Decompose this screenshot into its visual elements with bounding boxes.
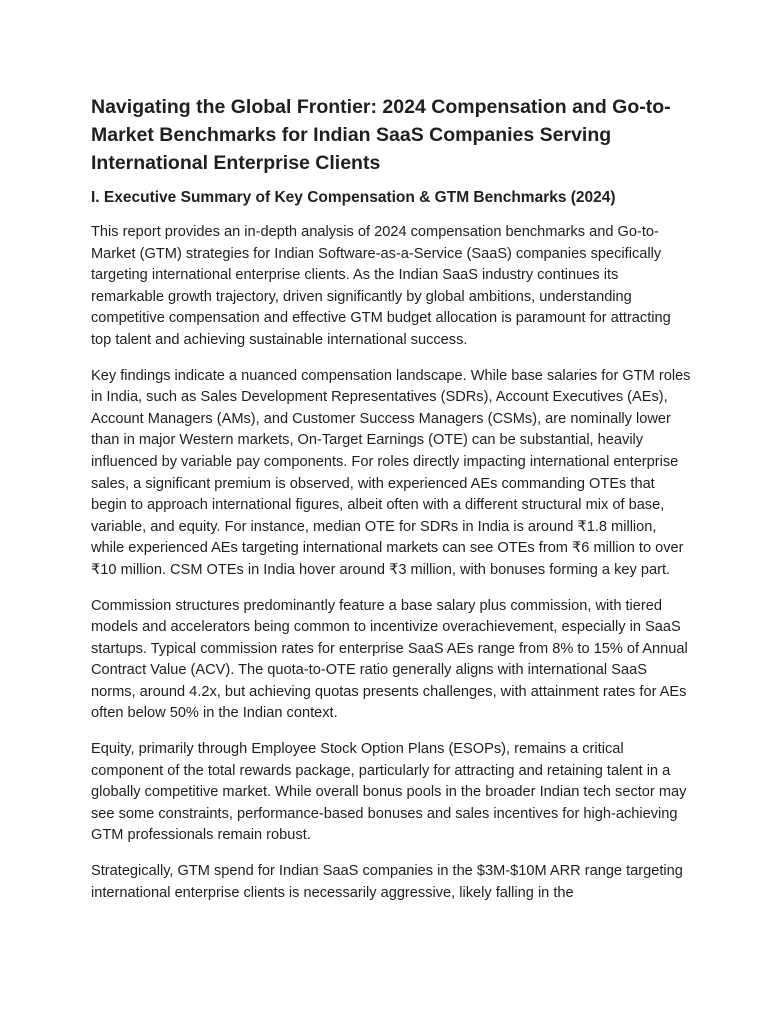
document-page xyxy=(91,93,691,918)
paragraph-key-findings: Key findings indicate a nuanced compensation landscape. While base salaries for GTM roles in India, such as Sales Development Representatives (SDRs), Account Executives (AEs), Account Managers (AMs), and Customer Success Managers (CSMs), are nominally lower than in major Western markets, On-Target Earnings (OTE) can be substantial, heavily influenced by variable pay components. For roles directly impacting international enterprise sales, a significant premium is observed, with experienced AEs commanding OTEs that begin to approach international figures, albeit often with a different structural mix of base, variable, and equity. For instance, median OTE for SDRs in India is around ₹1.8 million, while experienced AEs targeting international markets can see OTEs from ₹6 million to over ₹10 million. CSM OTEs in India hover around ₹3 million, with bonuses forming a key part. xyxy=(91,367,691,578)
paragraph-intro: This report provides an in-depth analysis of 2024 compensation benchmarks and Go-to-Market (GTM) strategies for Indian Software-as-a-Service (SaaS) companies specifically targeting international enterprise clients. As the Indian SaaS industry continues its remarkable growth trajectory, driven significantly by global ambitions, understanding competitive compensation and effective GTM budget allocation is paramount for attracting top talent and achieving sustainable international success. xyxy=(91,224,671,348)
document-title: Navigating the Global Frontier: 2024 Compensation and Go-to-Market Benchmarks for Indian SaaS Companies Serving International Enterprise Clients xyxy=(91,96,671,174)
section-heading: I. Executive Summary of Key Compensation & GTM Benchmarks (2024) xyxy=(91,189,616,206)
paragraph-gtm-spend: Strategically, GTM spend for Indian SaaS companies in the $3M-$10M ARR range targeting international enterprise clients is necessarily aggressive, likely falling in the xyxy=(91,863,683,901)
paragraph-equity: Equity, primarily through Employee Stock Option Plans (ESOPs), remains a critical component of the total rewards package, particularly for attracting and retaining talent in a globally competitive market. While overall bonus pools in the broader Indian tech sector may see some constraints, performance-based bonuses and sales incentives for high-achieving GTM professionals remain robust. xyxy=(91,741,687,844)
paragraph-commission: Commission structures predominantly feature a base salary plus commission, with tiered models and accelerators being common to incentivize overachievement, especially in SaaS startups. Typical commission rates for enterprise SaaS AEs range from 8% to 15% of Annual Contract Value (ACV). The quota-to-OTE ratio generally aligns with international SaaS norms, around 4.2x, but achieving quotas presents challenges, with attainment rates for AEs often below 50% in the Indian context. xyxy=(91,597,688,722)
